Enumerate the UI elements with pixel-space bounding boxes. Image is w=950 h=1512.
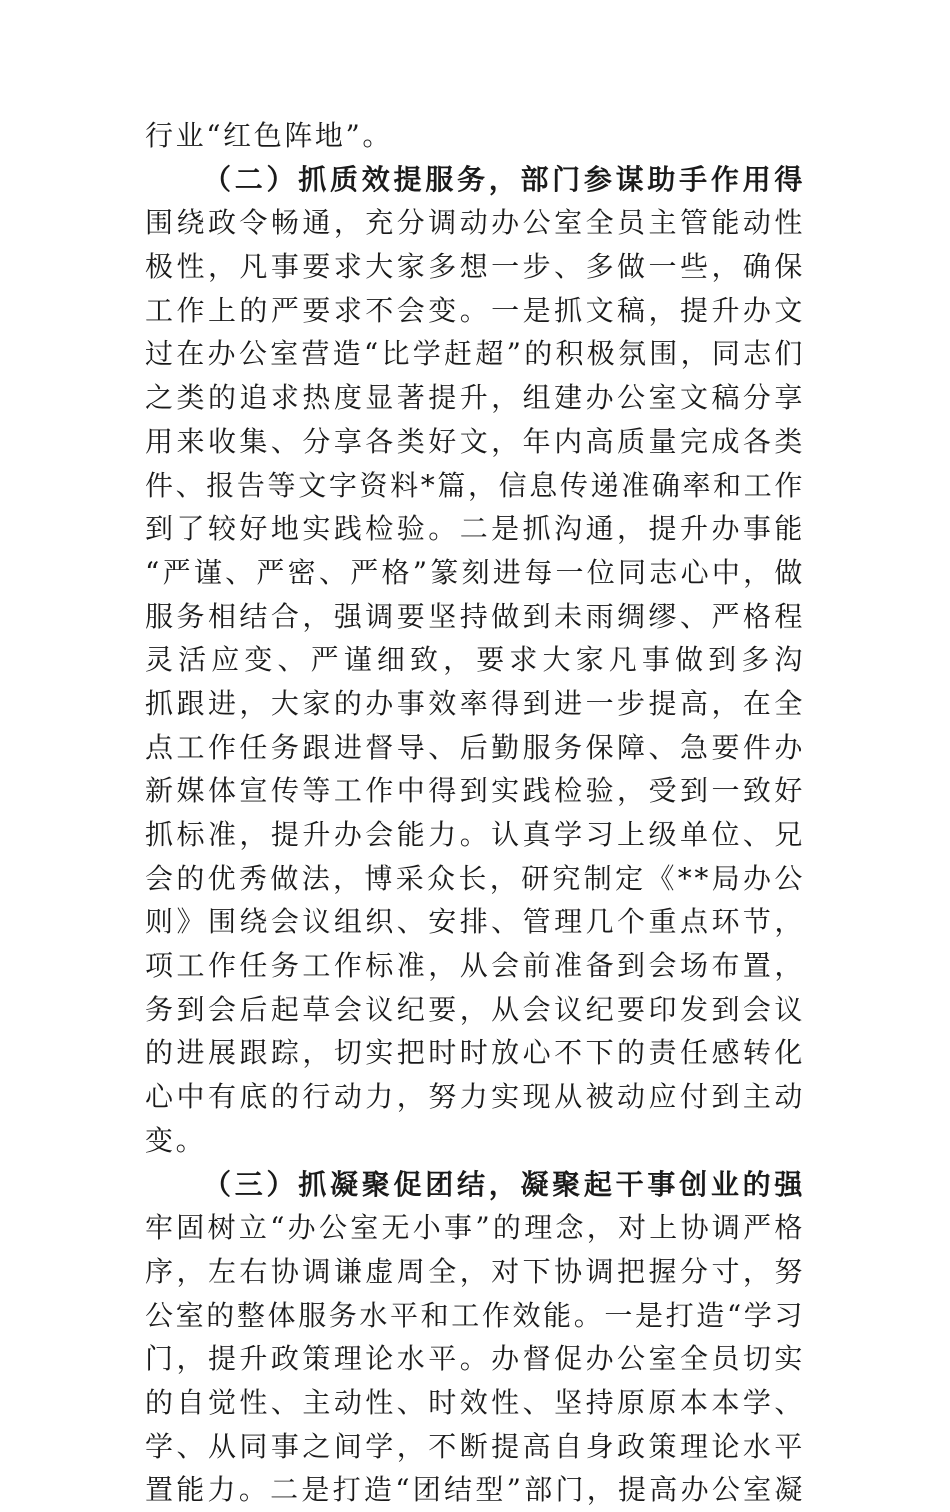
paragraph-line: 牢固树立“办公室无小事”的理念，对上协调严格 [145, 1211, 805, 1245]
document-body-text [145, 114, 805, 1512]
paragraph-line: 点工作任务跟进督导、后勤服务保障、急要件办 [145, 730, 805, 764]
section-heading-line: （三）抓凝聚促团结，凝聚起干事创业的强 [203, 1167, 805, 1201]
paragraph-line: 公室的整体服务水平和工作效能。一是打造“学习 [145, 1298, 805, 1332]
paragraph-line: 工作上的严要求不会变。一是抓文稿，提升办文 [145, 293, 805, 327]
paragraph-line: 服务相结合，强调要坚持做到未雨绸缪、严格程 [145, 599, 805, 633]
paragraph-line: 灵活应变、严谨细致，要求大家凡事做到多沟 [145, 643, 805, 677]
paragraph-line: 过在办公室营造“比学赶超”的积极氛围，同志们 [145, 337, 805, 371]
paragraph-line: 会的优秀做法，博采众长，研究制定《**局办公 [145, 861, 805, 895]
paragraph-line: 围绕政令畅通，充分调动办公室全员主管能动性 [145, 206, 805, 240]
paragraph-line: “严谨、严密、严格”篆刻进每一位同志心中，做 [145, 555, 805, 589]
paragraph-line: 到了较好地实践检验。二是抓沟通，提升办事能 [145, 512, 805, 546]
paragraph-line: 务到会后起草会议纪要，从会议纪要印发到会议 [145, 992, 805, 1026]
paragraph-line: 的进展跟踪，切实把时时放心不下的责任感转化 [145, 1036, 805, 1070]
paragraph-line: 心中有底的行动力，努力实现从被动应付到主动 [145, 1080, 805, 1114]
paragraph-line: 变。 [145, 1123, 207, 1157]
paragraph-line: 学、从同事之间学，不断提高自身政策理论水平 [145, 1429, 805, 1463]
paragraph-line: 的自觉性、主动性、时效性、坚持原原本本学、 [145, 1385, 805, 1419]
paragraph-line: 则》围绕会议组织、安排、管理几个重点环节， [145, 905, 805, 939]
paragraph-line: 新媒体宣传等工作中得到实践检验，受到一致好 [145, 774, 805, 808]
paragraph-line: 序，左右协调谦虚周全，对下协调把握分寸，努 [145, 1254, 805, 1288]
paragraph-line: 抓跟进，大家的办事效率得到进一步提高，在全 [145, 686, 805, 720]
paragraph-line: 项工作任务工作标准，从会前准备到会场布置， [145, 949, 805, 983]
paragraph-line: 行业“红色阵地”。 [145, 119, 394, 152]
paragraph-line: 门，提升政策理论水平。办督促办公室全员切实 [145, 1342, 805, 1376]
paragraph-line: 置能力。二是打造“团结型”部门，提高办公室凝 [145, 1473, 805, 1507]
section-heading-line: （二）抓质效提服务，部门参谋助手作用得 [203, 162, 805, 196]
paragraph-line: 用来收集、分享各类好文，年内高质量完成各类 [145, 424, 805, 458]
paragraph-line: 件、报告等文字资料*篇，信息传递准确率和工作 [145, 468, 805, 502]
paragraph-line: 之类的追求热度显著提升，组建办公室文稿分享 [145, 381, 805, 415]
paragraph-line: 极性，凡事要求大家多想一步、多做一些，确保 [145, 250, 805, 284]
paragraph-line: 抓标准，提升办会能力。认真学习上级单位、兄 [145, 818, 805, 851]
